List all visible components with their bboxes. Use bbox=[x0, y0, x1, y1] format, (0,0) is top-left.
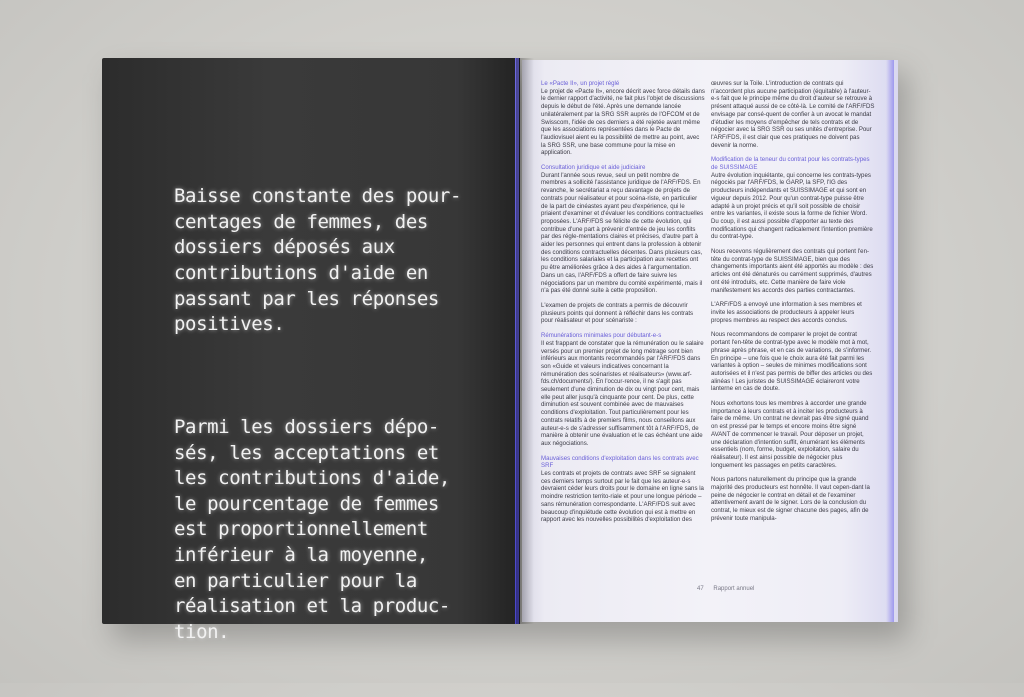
section-heading: Consultation juridique et aide judiciaire bbox=[541, 164, 646, 172]
body-paragraph: Autre évolution inquiétante, qui concerne les contrats-types négociés par l'ARF/FDS, le GARP, la SFP, l'IG des producteurs indépendants et SUISSIMAGE et qui sont en vigueur depuis 2012. Pour qu'un contrat-type puisse être adapté à un projet précis et qu'il soit possible de choisir entre les variantes, il existe sous la forme de fichier Word. Du coup, il est aussi possible d'apporter au texte des modifications qui changent radicalement l'intention première du contrat-type. bbox=[711, 171, 873, 241]
right-page-column-1 bbox=[541, 80, 705, 531]
right-page-column-2 bbox=[711, 80, 875, 530]
body-paragraph: Nous partons naturellement du principe que la grande majorité des producteurs est honnête. Il vaut cepen-dant la peine de négocier le contrat en détail et de l'examiner attentivement avant de le signer. Lors de la conclusion du contrat, le mieux est de signer chacune des pages, afin de prévenir toute manipula- bbox=[711, 476, 870, 522]
body-paragraph: Le projet de «Pacte II», encore décrit avec force détails dans le dernier rapport d'activité, ne fait plus l'objet de discussions depuis le début de l'été. Après une demande lancée unilatéralement par la SRG SSR auprès de l'OFCOM et de Swisscom, l'idée de ces derniers a été rejetée avant même que les associations représentées dans le Pacte de l'audiovisuel aient eu la possibilité de mettre au point, avec la SRG SSR, une base commune pour la mise en application. bbox=[541, 87, 705, 157]
section-heading: Rémunérations minimales pour débutant-e-s bbox=[541, 332, 662, 340]
body-paragraph: œuvres sur la Toile. L'introduction de contrats qui n'accordent plus aucune participation (équitable) à l'auteur-e-s fait que le principe même du droit d'auteur se retrouve à présent attaqué aussi de ce côté-là. Le comité de l'ARF/FDS envisage par consé-quent de confier à un avocat le mandat d'étudier les moyens d'empêcher de tels contrats et de négocier avec la SRG SSR ou ses unités d'entreprise. Pour l'ARF/FDS, il est clair que ces pratiques ne doivent pas devenir la norme. bbox=[711, 80, 875, 149]
body-paragraph: L'examen de projets de contrats a permis de découvrir plusieurs points qui donnent à réfléchir dans les contrats pour réalisateur et pour scénariste : bbox=[541, 301, 694, 325]
section-heading: Modification de la teneur du contrat pour les contrats-types de SUISSIMAGE bbox=[711, 156, 870, 172]
statement-paragraph-1: Baisse constante des pour- centages de femmes, des dossiers déposés aux contributions d'aide en passant par les réponses positives. bbox=[174, 185, 462, 336]
body-paragraph: Nous recevons régulièrement des contrats qui portent l'en-tête du contrat-type de SUISSIMAGE, bien que des changements importants aient été apportés au modèle : des articles ont été dénaturés ou carrément supprimés, d'autres ont été introduits, etc. Cette manière de faire viole manifestement les accords des parties contractantes. bbox=[711, 248, 874, 294]
body-paragraph: Les contrats et projets de contrats avec SRF se signalent ces derniers temps surtout par le fait que les auteur-e-s devraient céder leurs droits pour le domaine en ligne sans la moindre restriction territo-riale et pour une longue période – sans rémunération correspondante. L'ARF/FDS suit avec beaucoup d'inquiétude cette évolution qui est à mettre en rapport avec les nouvelles possibilités d'exploitation des bbox=[541, 470, 704, 524]
page-number: 47 bbox=[697, 586, 704, 592]
body-paragraph: Durant l'année sous revue, seul un petit nombre de membres a sollicité l'assistance juridique de l'ARF/FDS. En revanche, le secrétariat a reçu davantage de projets de contrats pour réalisateur et pour scéna-riste, en particulier de la part de cinéastes ayant peu d'expérience, qui le priaient d'examiner et d'évaluer les conditions contractuelles proposées. L'ARF/FDS se félicite de cette évolution, qui contribue d'une part à prévenir d'entrée de jeu les conflits par des régle-mentations claires et précises, d'autre part à aider les personnes qui entrent dans la profession à obtenir des conditions contractuelles décentes. Dans plusieurs cas, les conditions salariales et la participation aux recettes ont pu être améliorées grâce à des aides à l'argumentation. Dans un cas, l'ARF/FDS a offert de faire suivre les négociations par un membre du comité expérimenté, mais il n'a pas été donné suite à cette proposition. bbox=[541, 171, 704, 295]
footer-label: Rapport annuel bbox=[713, 586, 755, 592]
book-gutter bbox=[516, 58, 534, 624]
body-paragraph: L'ARF/FDS a envoyé une information à ses membres et invite les associations de producteurs à appeler leurs propres membres au respect des accords conclus. bbox=[711, 301, 862, 324]
right-page-edge bbox=[886, 60, 894, 622]
page-footer bbox=[697, 586, 762, 592]
left-page-text bbox=[174, 133, 514, 697]
body-paragraph: Nous exhortons tous les membres à accorder une grande importance à leurs contrats et à inciter les producteurs à faire de même. Un contrat ne devrait pas être signé quand on est pressé par le temps et encore moins être signé AVANT de commencer le travail. Pour déposer un projet, une déclaration d'intention suffit, énumérant les éléments essentiels (nom, forme, budget, exploitation, salaire du réalisateur). Il est ainsi possible de négocier plus longuement les passages en petits caractères. bbox=[711, 400, 869, 469]
body-paragraph: Il est frappant de constater que la rémunération ou le salaire versés pour un premier projet de long métrage sont bien inférieurs aux montants recommandés par l'ARF/FDS dans son «Guide et valeurs indicatives concernant la rémunération des scénaristes et réalisateurs» (www.arf-fds.ch/documents/). En l'occur-rence, il ne s'agit pas seulement d'une diminution de dix ou vingt pour cent, mais elle peut aller jusqu'à cinquante pour cent. De plus, cette diminution est souvent combinée avec de mauvaises conditions d'exploitation. Tout particulièrement pour les contrats relatifs à de premiers films, nous conseillons aux auteur-e-s de s'adresser suffisamment tôt à l'ARF/FDS, de manière à obtenir une évaluation et le cas échéant une aide aux négociations. bbox=[541, 339, 704, 447]
statement-paragraph-2: Parmi les dossiers dépo- sés, les acceptations et les contributions d'aide, le pourcentage de femmes est proportionnellement inférieur à la moyenne, en particulier pour la réalisation et la produc- tion. bbox=[174, 415, 450, 643]
section-heading: Mauvaises conditions d'exploitation dans les contrats avec SRF bbox=[541, 454, 699, 470]
section-heading: Le «Pacte II», un projet réglé bbox=[541, 80, 620, 87]
body-paragraph: Nous recommandons de comparer le projet de contrat portant l'en-tête de contrat-type avec le modèle mot à mot, phrase après phrase, et en cas de variations, de s'informer. En principe – une fois que le choix aura été fait parmi les variantes à option – seules de minimes modifications sont autorisées et il n'est pas permis de biffer des articles ou des alinéas ! Les juristes de SUISSIMAGE éclaireront votre lanterne en cas de doute. bbox=[711, 331, 873, 393]
